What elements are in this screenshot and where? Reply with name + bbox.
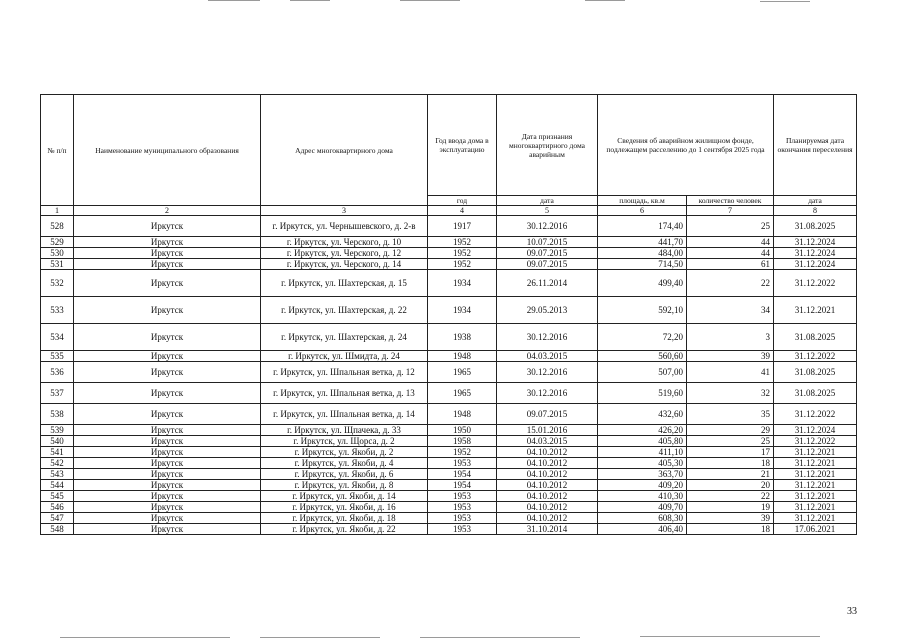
cell-num: 533 [41,297,74,324]
header-num: № п/п [41,95,74,206]
cell-num: 530 [41,248,74,259]
cell-year: 1953 [428,458,497,469]
cell-people: 32 [687,383,774,404]
cell-num: 546 [41,502,74,513]
cell-recognition-date: 04.10.2012 [497,469,598,480]
cell-recognition-date: 04.10.2012 [497,491,598,502]
cell-address: г. Иркутск, ул. Черского, д. 14 [261,259,428,270]
cell-year: 1952 [428,447,497,458]
cell-area: 484,00 [598,248,687,259]
cell-recognition-date: 30.12.2016 [497,216,598,237]
column-number: 4 [428,206,497,216]
cell-people: 34 [687,297,774,324]
cell-recognition-date: 04.10.2012 [497,458,598,469]
cell-municipality: Иркутск [74,404,261,425]
cell-year: 1953 [428,524,497,535]
cell-year: 1958 [428,436,497,447]
cell-municipality: Иркутск [74,297,261,324]
cell-recognition-date: 26.11.2014 [497,270,598,297]
cell-municipality: Иркутск [74,237,261,248]
cell-num: 547 [41,513,74,524]
cell-num: 535 [41,351,74,362]
table-row [41,436,857,447]
scan-artifact-top [400,0,460,1]
cell-planned-end: 31.12.2022 [774,351,857,362]
cell-people: 17 [687,447,774,458]
cell-year: 1954 [428,469,497,480]
table-row [41,425,857,436]
cell-planned-end: 31.12.2021 [774,491,857,502]
subheader-year: год [428,196,497,206]
table-row [41,237,857,248]
cell-num: 548 [41,524,74,535]
cell-num: 532 [41,270,74,297]
cell-num: 537 [41,383,74,404]
cell-people: 18 [687,458,774,469]
cell-address: г. Иркутск, ул. Шахтерская, д. 22 [261,297,428,324]
cell-num: 542 [41,458,74,469]
cell-municipality: Иркутск [74,270,261,297]
cell-num: 536 [41,362,74,383]
cell-area: 432,60 [598,404,687,425]
cell-people: 18 [687,524,774,535]
cell-address: г. Иркутск, ул. Черского, д. 12 [261,248,428,259]
cell-municipality: Иркутск [74,436,261,447]
cell-municipality: Иркутск [74,425,261,436]
cell-num: 529 [41,237,74,248]
cell-planned-end: 31.12.2022 [774,404,857,425]
table-row [41,270,857,297]
cell-num: 541 [41,447,74,458]
cell-municipality: Иркутск [74,524,261,535]
table-row [41,447,857,458]
cell-area: 608,30 [598,513,687,524]
cell-year: 1952 [428,259,497,270]
cell-municipality: Иркутск [74,324,261,351]
header-municipality: Наименование муниципального образования [74,95,261,206]
cell-recognition-date: 04.03.2015 [497,351,598,362]
cell-municipality: Иркутск [74,502,261,513]
cell-planned-end: 31.12.2021 [774,502,857,513]
cell-area: 714,50 [598,259,687,270]
table-row [41,480,857,491]
cell-year: 1953 [428,491,497,502]
scan-artifact-bottom [260,637,380,638]
table-row [41,259,857,270]
cell-planned-end: 31.12.2022 [774,270,857,297]
cell-recognition-date: 29.05.2013 [497,297,598,324]
cell-area: 507,00 [598,362,687,383]
cell-area: 560,60 [598,351,687,362]
cell-num: 538 [41,404,74,425]
cell-people: 39 [687,351,774,362]
cell-recognition-date: 04.10.2012 [497,447,598,458]
cell-planned-end: 31.12.2024 [774,248,857,259]
column-number: 8 [774,206,857,216]
cell-recognition-date: 10.07.2015 [497,237,598,248]
cell-year: 1950 [428,425,497,436]
table-row [41,383,857,404]
cell-planned-end: 31.08.2025 [774,324,857,351]
cell-people: 22 [687,270,774,297]
cell-people: 29 [687,425,774,436]
cell-planned-end: 31.12.2021 [774,297,857,324]
cell-municipality: Иркутск [74,513,261,524]
subheader-date: дата [497,196,598,206]
cell-people: 61 [687,259,774,270]
cell-recognition-date: 15.01.2016 [497,425,598,436]
housing-register-table [40,94,857,535]
cell-people: 3 [687,324,774,351]
cell-recognition-date: 30.12.2016 [497,324,598,351]
cell-num: 540 [41,436,74,447]
cell-year: 1917 [428,216,497,237]
table-row [41,216,857,237]
cell-planned-end: 31.08.2025 [774,216,857,237]
header-recognition-date: Дата признания многоквартирного дома аварийным [497,95,598,196]
cell-municipality: Иркутск [74,469,261,480]
cell-area: 592,10 [598,297,687,324]
table-row [41,502,857,513]
cell-municipality: Иркутск [74,248,261,259]
table-row [41,524,857,535]
cell-year: 1965 [428,383,497,404]
cell-recognition-date: 30.12.2016 [497,362,598,383]
cell-planned-end: 31.08.2025 [774,362,857,383]
cell-people: 44 [687,237,774,248]
header-fund-info: Сведения об аварийном жилищном фонде, подлежащем расселению до 1 сентября 2025 года [598,95,774,196]
cell-area: 409,20 [598,480,687,491]
table-row [41,458,857,469]
cell-address: г. Иркутск, ул. Чернышевского, д. 2-в [261,216,428,237]
cell-address: г. Иркутск, ул. Шпальная ветка, д. 12 [261,362,428,383]
cell-year: 1948 [428,404,497,425]
cell-year: 1952 [428,237,497,248]
scan-artifact-top [208,0,260,1]
cell-address: г. Иркутск, ул. Щпачека, д. 33 [261,425,428,436]
cell-area: 405,80 [598,436,687,447]
cell-year: 1953 [428,502,497,513]
cell-municipality: Иркутск [74,259,261,270]
cell-municipality: Иркутск [74,480,261,491]
header-year-built: Год ввода дома в эксплуатацию [428,95,497,196]
cell-people: 20 [687,480,774,491]
column-number: 7 [687,206,774,216]
subheader-end-date: дата [774,196,857,206]
subheader-area: площадь, кв.м [598,196,687,206]
cell-num: 531 [41,259,74,270]
cell-people: 25 [687,436,774,447]
scan-artifact-top [760,1,810,2]
cell-area: 499,40 [598,270,687,297]
cell-num: 545 [41,491,74,502]
cell-recognition-date: 04.10.2012 [497,513,598,524]
header-address: Адрес многоквартирного дома [261,95,428,206]
cell-planned-end: 31.12.2021 [774,513,857,524]
cell-area: 410,30 [598,491,687,502]
cell-year: 1954 [428,480,497,491]
cell-address: г. Иркутск, ул. Якоби, д. 4 [261,458,428,469]
cell-area: 519,60 [598,383,687,404]
cell-municipality: Иркутск [74,458,261,469]
cell-area: 441,70 [598,237,687,248]
cell-area: 406,40 [598,524,687,535]
cell-area: 174,40 [598,216,687,237]
cell-planned-end: 31.12.2021 [774,458,857,469]
cell-planned-end: 31.12.2021 [774,469,857,480]
header-planned-end: Планируемая дата окончания переселения [774,95,857,196]
table-row [41,513,857,524]
table-row [41,248,857,259]
cell-municipality: Иркутск [74,447,261,458]
cell-year: 1965 [428,362,497,383]
cell-recognition-date: 30.12.2016 [497,383,598,404]
scan-artifact-bottom [60,637,230,638]
cell-recognition-date: 04.03.2015 [497,436,598,447]
cell-year: 1953 [428,513,497,524]
column-number: 5 [497,206,598,216]
cell-recognition-date: 31.10.2014 [497,524,598,535]
cell-address: г. Иркутск, ул. Якоби, д. 22 [261,524,428,535]
cell-num: 528 [41,216,74,237]
cell-recognition-date: 04.10.2012 [497,502,598,513]
cell-recognition-date: 04.10.2012 [497,480,598,491]
table-row [41,362,857,383]
cell-planned-end: 17.06.2021 [774,524,857,535]
cell-area: 72,20 [598,324,687,351]
page-number: 33 [847,606,857,617]
cell-address: г. Иркутск, ул. Якоби, д. 16 [261,502,428,513]
cell-planned-end: 31.12.2024 [774,425,857,436]
cell-planned-end: 31.12.2021 [774,447,857,458]
cell-people: 22 [687,491,774,502]
cell-planned-end: 31.12.2022 [774,436,857,447]
cell-num: 539 [41,425,74,436]
cell-people: 41 [687,362,774,383]
cell-address: г. Иркутск, ул. Щорса, д. 2 [261,436,428,447]
cell-people: 21 [687,469,774,480]
table-row [41,469,857,480]
cell-year: 1938 [428,324,497,351]
column-number: 3 [261,206,428,216]
cell-municipality: Иркутск [74,362,261,383]
cell-address: г. Иркутск, ул. Черского, д. 10 [261,237,428,248]
cell-people: 39 [687,513,774,524]
table-row [41,324,857,351]
cell-area: 405,30 [598,458,687,469]
cell-area: 363,70 [598,469,687,480]
cell-num: 544 [41,480,74,491]
cell-address: г. Иркутск, ул. Якоби, д. 14 [261,491,428,502]
column-number: 6 [598,206,687,216]
cell-address: г. Иркутск, ул. Шахтерская, д. 24 [261,324,428,351]
scan-artifact-bottom [420,637,580,638]
cell-recognition-date: 09.07.2015 [497,259,598,270]
cell-address: г. Иркутск, ул. Якоби, д. 18 [261,513,428,524]
cell-municipality: Иркутск [74,491,261,502]
cell-people: 35 [687,404,774,425]
cell-planned-end: 31.12.2024 [774,259,857,270]
cell-address: г. Иркутск, ул. Якоби, д. 2 [261,447,428,458]
cell-area: 409,70 [598,502,687,513]
cell-municipality: Иркутск [74,351,261,362]
cell-planned-end: 31.12.2021 [774,480,857,491]
scan-artifact-top [290,0,330,1]
cell-year: 1952 [428,248,497,259]
cell-municipality: Иркутск [74,216,261,237]
cell-address: г. Иркутск, ул. Якоби, д. 8 [261,480,428,491]
column-number: 2 [74,206,261,216]
cell-people: 25 [687,216,774,237]
cell-recognition-date: 09.07.2015 [497,404,598,425]
cell-planned-end: 31.08.2025 [774,383,857,404]
table-row [41,351,857,362]
cell-people: 44 [687,248,774,259]
table-row [41,491,857,502]
subheader-people: количество человек [687,196,774,206]
cell-year: 1934 [428,297,497,324]
scan-artifact-bottom [640,636,820,637]
cell-municipality: Иркутск [74,383,261,404]
table-row [41,404,857,425]
cell-num: 534 [41,324,74,351]
cell-address: г. Иркутск, ул. Шахтерская, д. 15 [261,270,428,297]
column-number: 1 [41,206,74,216]
table-row [41,297,857,324]
cell-area: 426,20 [598,425,687,436]
cell-people: 19 [687,502,774,513]
cell-address: г. Иркутск, ул. Шпальная ветка, д. 13 [261,383,428,404]
cell-address: г. Иркутск, ул. Шпальная ветка, д. 14 [261,404,428,425]
cell-address: г. Иркутск, ул. Якоби, д. 6 [261,469,428,480]
cell-year: 1948 [428,351,497,362]
cell-year: 1934 [428,270,497,297]
scan-artifact-top [585,0,625,1]
cell-address: г. Иркутск, ул. Шмидта, д. 24 [261,351,428,362]
cell-area: 411,10 [598,447,687,458]
cell-recognition-date: 09.07.2015 [497,248,598,259]
cell-num: 543 [41,469,74,480]
cell-planned-end: 31.12.2024 [774,237,857,248]
